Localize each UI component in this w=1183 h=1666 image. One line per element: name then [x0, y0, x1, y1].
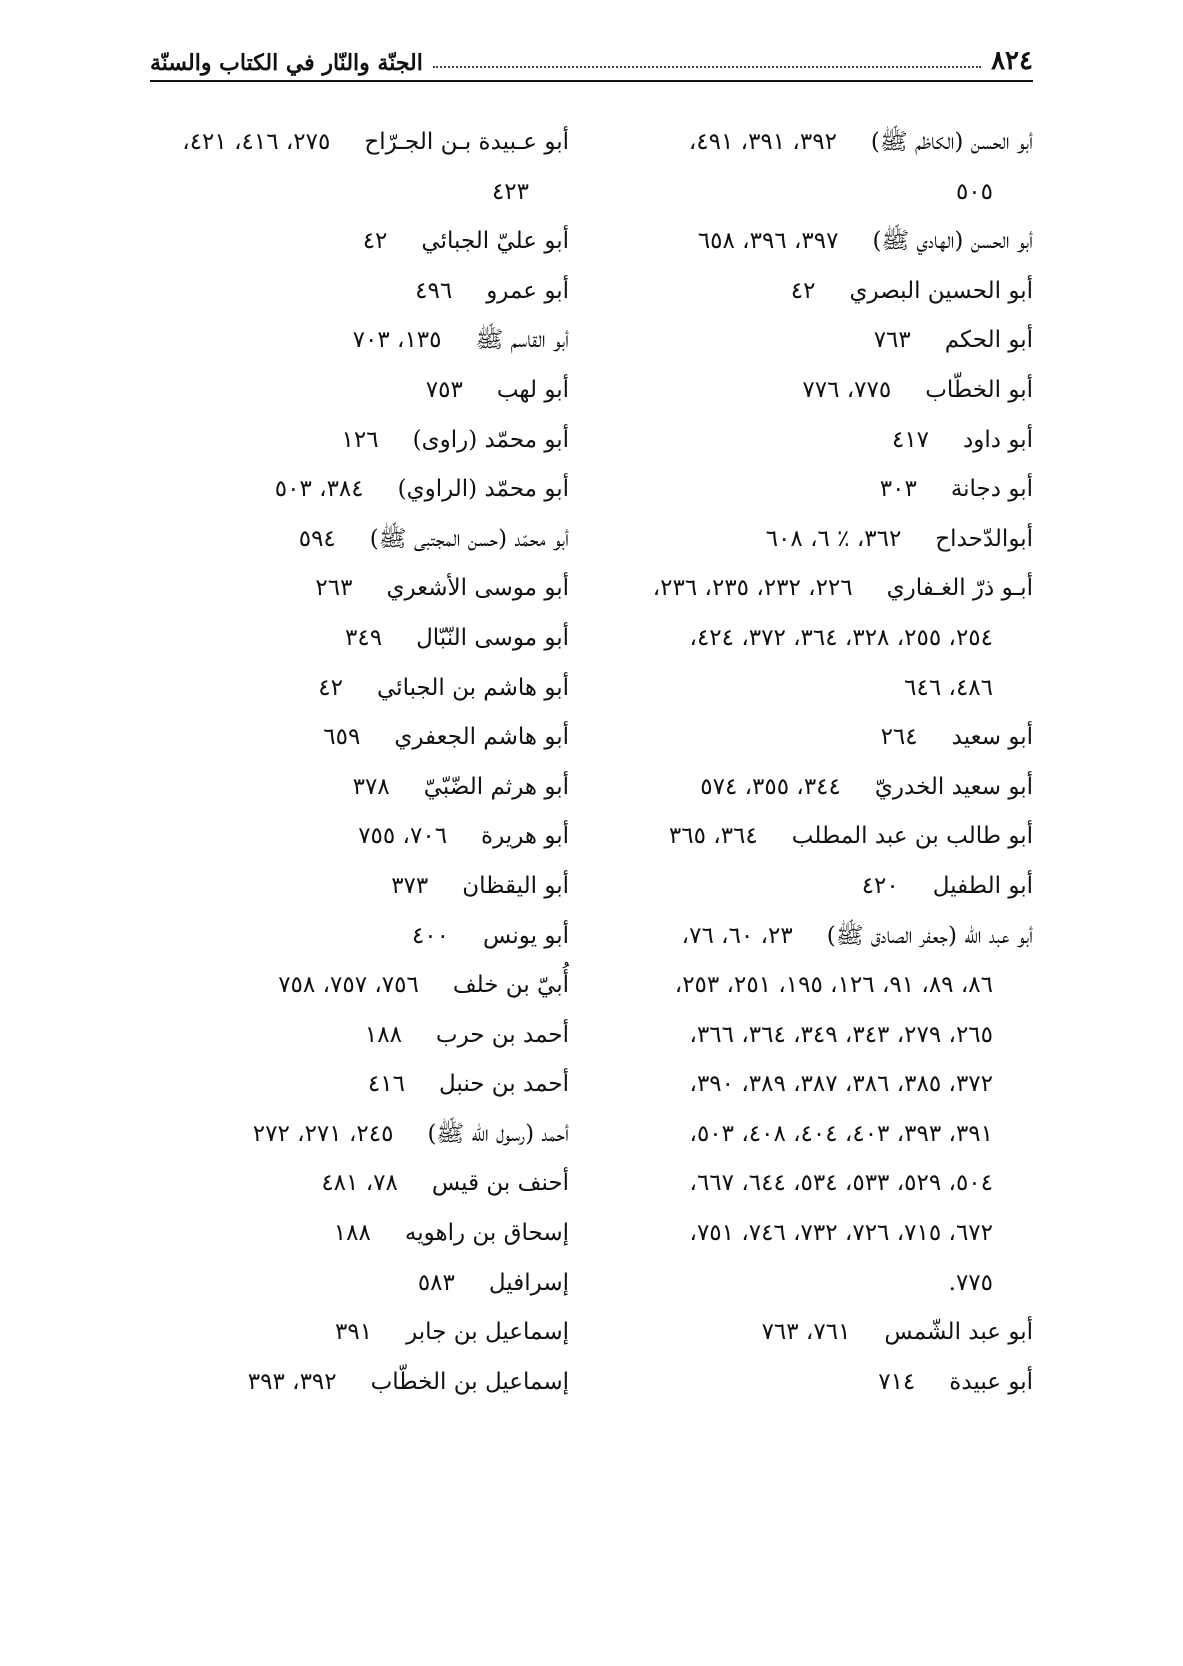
index-columns	[150, 118, 1033, 1407]
entry-pages: ٢٢٦، ٢٣٢، ٢٣٥، ٢٣٦،	[652, 575, 853, 602]
entry-pages: ٤٢	[362, 228, 388, 255]
entry-pages: ٦٥٩	[323, 724, 361, 751]
entry-name: أبو هريرة	[481, 823, 569, 850]
index-entry	[614, 912, 1033, 962]
index-entry	[150, 1358, 569, 1408]
index-entry	[150, 614, 569, 664]
index-entry	[150, 1110, 569, 1160]
entry-pages-continued: ٧٧٥.	[948, 1269, 993, 1296]
entry-pages: ٣٧٣	[391, 872, 429, 899]
entry-pages: ٧٦٣	[873, 327, 911, 354]
entry-pages: ٢٦٣	[315, 575, 353, 602]
entry-pages: ٢٣، ٦٠، ٧٦،	[681, 922, 793, 949]
entry-pages: ٧١٤	[878, 1368, 916, 1395]
index-entry	[150, 416, 569, 466]
entry-name: إسماعيل بن الخطّاب	[370, 1368, 569, 1395]
entry-name: أُبيّ بن خلف	[452, 972, 569, 999]
entry-name: أبو عبيدة	[949, 1368, 1033, 1395]
index-entry	[614, 763, 1033, 813]
entry-name: أحنف بن قيس	[431, 1170, 569, 1197]
entry-name: أبو موسى الأشعري	[386, 575, 569, 602]
index-entry	[150, 812, 569, 862]
entry-name: أبوالدّحداح	[935, 525, 1033, 552]
index-entry	[614, 515, 1033, 565]
entry-pages-continued: ٤٨٦، ٦٤٦	[904, 674, 993, 701]
index-entry	[614, 1358, 1033, 1408]
entry-pages: ٧٧٥، ٧٧٦	[802, 376, 892, 403]
entry-pages: ١٣٥، ٧٠٣	[352, 327, 442, 354]
index-entry	[614, 862, 1033, 912]
entry-pages: ٧٠٦، ٧٥٥	[358, 823, 448, 850]
index-entry	[614, 713, 1033, 763]
entry-name: أبو عبد الشّمس	[884, 1319, 1033, 1346]
entry-pages: ٣٤٤، ٣٥٥، ٥٧٤	[700, 773, 841, 800]
index-entry	[614, 416, 1033, 466]
index-entry	[150, 862, 569, 912]
entry-name: أبو الحسين البصري	[849, 277, 1033, 304]
entry-name: أبو محمّد (راوى)	[412, 426, 569, 453]
entry-pages: ٢٦٤	[880, 724, 918, 751]
entry-pages: ٤١٧	[891, 426, 930, 453]
entry-pages-continued: ٥٠٥	[955, 178, 993, 205]
index-entry	[614, 118, 1033, 168]
header-dotted-rule	[433, 66, 981, 68]
entry-name: إسحاق بن راهويه	[404, 1220, 569, 1247]
entry-name: إسرافيل	[488, 1269, 569, 1296]
index-entry	[614, 564, 1033, 614]
entry-name: أبو لهب	[496, 376, 569, 403]
entry-pages: ٤٢	[318, 674, 343, 701]
index-entry	[150, 1259, 569, 1309]
entry-pages-continued: ٦٧٢، ٧١٥، ٧٢٦، ٧٣٢، ٧٤٦، ٧٥١،	[689, 1220, 993, 1247]
index-entry	[150, 1159, 569, 1209]
entry-pages: ٣٩١	[335, 1319, 373, 1346]
entry-name: أبو عمرو	[486, 277, 569, 304]
entry-pages: ١٨٨	[364, 1021, 402, 1048]
entry-name: أبو محمّد (حسن المجتبى ﷺ)	[369, 525, 569, 552]
entry-pages-continued: ٥٠٤، ٥٢٩، ٥٣٣، ٥٣٤، ٦٤٤، ٦٦٧،	[689, 1170, 993, 1197]
entry-name: أحمد (رسول الله ﷺ)	[427, 1120, 569, 1147]
entry-name: أبو سعيد	[951, 724, 1033, 751]
entry-pages: ٣٩٧، ٣٩٦، ٦٥٨	[697, 228, 839, 255]
index-column-left	[150, 118, 569, 1407]
page-number: ٨٢٤	[991, 46, 1033, 76]
entry-pages: ١٢٦	[341, 426, 379, 453]
index-entry	[614, 465, 1033, 515]
index-entry	[150, 118, 569, 168]
index-entry	[150, 1011, 569, 1061]
entry-pages: ٣٤٩	[345, 624, 383, 651]
running-title: الجنّة والنّار في الكتاب والسنّة	[150, 50, 423, 76]
entry-name: إسماعيل بن جابر	[406, 1319, 569, 1346]
index-entry	[614, 1308, 1033, 1358]
index-entry	[150, 664, 569, 714]
entry-pages: ١٨٨	[333, 1220, 371, 1247]
entry-pages: ٤٠٠	[411, 922, 449, 949]
entry-pages: ٧٨، ٤٨١	[321, 1170, 398, 1197]
entry-pages: ٢٧٥، ٤١٦، ٤٢١،	[182, 129, 331, 155]
entry-pages: ٣٩٢، ٣٩١، ٤٩١،	[688, 129, 837, 155]
entry-name: أبو موسى النّبّال	[416, 624, 569, 651]
entry-name: أبو القاسم ﷺ	[475, 327, 569, 354]
index-entry	[150, 713, 569, 763]
index-entry	[150, 1308, 569, 1358]
entry-name: أبو عليّ الجبائي	[421, 228, 569, 255]
entry-name: أبو محمّد (الراوي)	[397, 476, 569, 503]
entry-pages-continued: ٣٩١، ٣٩٣، ٤٠٣، ٤٠٤، ٤٠٨، ٥٠٣،	[689, 1120, 993, 1147]
index-entry	[614, 217, 1033, 267]
index-entry	[150, 515, 569, 565]
entry-pages: ٢٤٥، ٢٧١، ٢٧٢	[252, 1120, 394, 1147]
entry-pages: ٤١٦	[367, 1071, 405, 1098]
index-entry	[150, 1060, 569, 1110]
entry-pages-continued: ٢٦٥، ٢٧٩، ٣٤٣، ٣٤٩، ٣٦٤، ٣٦٦،	[689, 1021, 993, 1048]
entry-name: أبو الطفيل	[932, 872, 1033, 899]
entry-name: أبو عـبيدة بـن الجـرّاح	[364, 129, 569, 155]
entry-name: أبو هاشم بن الجبائي	[377, 674, 569, 701]
entry-pages: ٥٩٤	[298, 525, 336, 552]
index-entry	[150, 316, 569, 366]
index-entry	[150, 366, 569, 416]
entry-name: أبو الحسن (الهادي ﷺ)	[872, 228, 1033, 255]
entry-name: أبو هرثم الضّبّيّ	[423, 773, 569, 800]
entry-name: أبو طالب بن عبد المطلب	[791, 823, 1033, 850]
entry-pages: ٣٠٣	[879, 476, 917, 503]
entry-pages: ٣٨٤، ٥٠٣	[274, 476, 364, 503]
entry-name: أبو هاشم الجعفري	[394, 724, 569, 751]
entry-name: أبو الحسن (الكاظم ﷺ)	[870, 129, 1033, 155]
entry-name: أحمد بن حنبل	[438, 1071, 569, 1098]
entry-pages: ٣٦٢، ٪ ٦، ٦٠٨	[765, 525, 902, 552]
entry-pages-continued: ٤٢٣	[491, 178, 529, 205]
entry-name: أحمد بن حرب	[435, 1021, 569, 1048]
index-entry	[150, 1209, 569, 1259]
entry-pages-continued: ٢٥٤، ٢٥٥، ٣٢٨، ٣٦٤، ٣٧٢، ٤٢٤،	[689, 624, 993, 651]
index-entry	[614, 267, 1033, 317]
entry-name: أبو سعيد الخدريّ	[874, 773, 1033, 800]
index-column-right	[614, 118, 1033, 1407]
index-entry	[150, 564, 569, 614]
entry-name: أبو الحكم	[944, 327, 1033, 354]
entry-pages-continued: ٨٦، ٨٩، ٩١، ١٢٦، ١٩٥، ٢٥١، ٢٥٣،	[674, 972, 993, 999]
entry-pages: ٣٧٨	[352, 773, 390, 800]
page-header	[150, 40, 1033, 82]
entry-pages: ٣٦٤، ٣٦٥	[668, 823, 758, 850]
index-entry	[614, 366, 1033, 416]
entry-name: أبو الخطّاب	[925, 376, 1033, 403]
entry-pages: ٧٥٦، ٧٥٧، ٧٥٨	[278, 972, 419, 999]
entry-pages-continued: ٣٧٢، ٣٨٥، ٣٨٦، ٣٨٧، ٣٨٩، ٣٩٠،	[689, 1071, 993, 1098]
entry-name: أبو يونس	[483, 922, 569, 949]
entry-pages: ٧٦١، ٧٦٣	[761, 1319, 851, 1346]
index-entry	[150, 961, 569, 1011]
index-entry	[614, 316, 1033, 366]
entry-name: أبـو ذرّ الغـفاري	[886, 575, 1033, 602]
index-entry	[150, 912, 569, 962]
entry-pages: ٧٥٣	[425, 376, 463, 403]
entry-name: أبو اليقظان	[462, 872, 569, 899]
entry-name: أبو عبد الله (جعفر الصادق ﷺ)	[826, 922, 1033, 949]
entry-name: أبو داود	[963, 426, 1033, 453]
entry-pages: ٤٢٠	[861, 872, 899, 899]
index-entry	[150, 267, 569, 317]
index-entry	[150, 217, 569, 267]
entry-pages: ٤٩٦	[415, 277, 453, 304]
index-entry	[150, 763, 569, 813]
entry-name: أبو دجانة	[950, 476, 1033, 503]
entry-pages: ٥٨٣	[417, 1269, 455, 1296]
entry-pages: ٣٩٢، ٣٩٣	[247, 1368, 337, 1395]
index-entry	[614, 812, 1033, 862]
index-entry	[150, 465, 569, 515]
entry-pages: ٤٢	[790, 277, 816, 304]
